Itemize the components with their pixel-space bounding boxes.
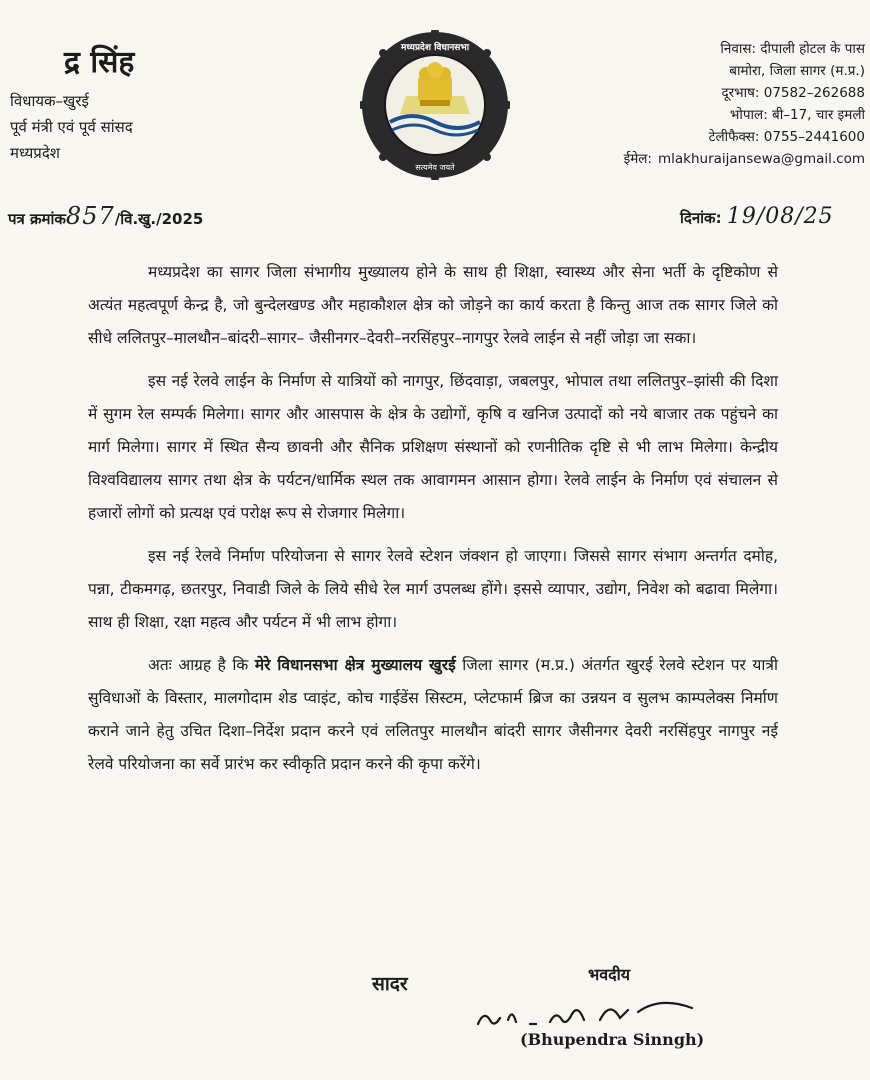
letterhead-name: द्र सिंह — [64, 45, 135, 80]
paragraph — [88, 649, 778, 781]
contact-line: निवास: दीपाली होटल के पास — [720, 41, 865, 57]
letterhead-designations — [10, 88, 133, 166]
assembly-seal-logo — [360, 30, 510, 180]
letter-reference — [8, 202, 203, 230]
designation-line: मध्यप्रदेश — [10, 144, 61, 162]
letter-date — [680, 204, 834, 229]
paragraph: मध्यप्रदेश का सागर जिला संभागीय मुख्यालय होने के साथ ही शिक्षा, स्वास्थ्य और सेना भर्ती के दृष्टिकोण से अत्यंत महत्वपूर्ण केन्द्र है, जो बुन्देलखण्ड और महाकौशल क्षेत्र को जोड़ने का कार्य करता है किन्तु आज तक सागर जिले को सीधे ललितपुर–मालथौन–बांदरी–सागर– जैसीनगर–देवरी–नरसिंहपुर–नागपुर रेलवे लाईन से नहीं जोड़ा जा सका। — [88, 263, 778, 347]
letter-ref-number: 857 — [65, 202, 115, 230]
date-value: 19/08/25 — [726, 204, 834, 229]
date-label: दिनांक: — [680, 209, 722, 227]
closing-bhavdiya: भवदीय — [588, 965, 631, 984]
contact-line: दूरभाष: 07582–262688 — [721, 85, 865, 101]
request-text: अतः आग्रह है कि — [148, 656, 255, 674]
signatory-name: (Bhupendra Sinngh) — [520, 1030, 705, 1049]
letterhead-contact — [600, 38, 865, 170]
letter-body — [88, 256, 778, 791]
request-text: जिला सागर (म.प्र.) अंतर्गत खुरई रेलवे स्टेशन पर यात्री सुविधाओं के विस्तार, मालगोदाम शेड प्वाइंट, कोच गाईडेंस सिस्टम, प्लेटफार्म ब्रिज का उन्नयन व सुलभ काम्पलेक्स निर्माण कराने जाने हेतु उचित दिशा–निर्देश प्रदान करने एवं ललितपुर मालथौन बांदरी सागर जैसीनगर देवरी नरसिंहपुर नागपुर नई रेलवे परियोजना का सर्वे प्रारंभ कर स्वीकृति प्रदान करने की कृपा करेंगे। — [88, 656, 778, 773]
svg-text:सत्यमेव जयते: सत्यमेव जयते — [415, 163, 455, 172]
paragraph: इस नई रेलवे निर्माण परियोजना से सागर रेलवे स्टेशन जंक्शन हो जाएगा। जिससे सागर संभाग अन्तर्गत दमोह, पन्ना, टीकमगढ़, छतरपुर, निवाडी जिले के लिये सीधे रेल मार्ग उपलब्ध होंगे। इससे व्यापार, उद्योग, निवेश को बढावा मिलेगा। साथ ही शिक्षा, रक्षा महत्व और पर्यटन में भी लाभ होगा। — [88, 547, 778, 631]
letter-ref-suffix: /वि.खु./2025 — [114, 210, 204, 228]
email-line — [600, 148, 865, 170]
email-label: ईमेल: — [623, 151, 652, 167]
request-emphasis: मेरे विधानसभा क्षेत्र मुख्यालय खुरई — [254, 656, 456, 674]
svg-text:मध्यप्रदेश विधानसभा: मध्यप्रदेश विधानसभा — [400, 43, 470, 53]
contact-line: बामोरा, जिला सागर (म.प्र.) — [729, 63, 865, 79]
designation-line: पूर्व मंत्री एवं पूर्व सांसद — [10, 118, 133, 136]
closing-sadar: सादर — [372, 973, 408, 995]
email-address: mlakhuraijansewa@gmail.com — [657, 151, 865, 167]
designation-line: विधायक–खुरई — [10, 92, 89, 110]
contact-line: टेलीफैक्स: 0755–2441600 — [708, 129, 865, 145]
contact-line: भोपाल: बी–17, चार इमली — [729, 107, 865, 123]
paragraph: इस नई रेलवे लाईन के निर्माण से यात्रियों को नागपुर, छिंदवाड़ा, जबलपुर, भोपाल तथा ललितपुर–झांसी की दिशा में सुगम रेल सम्पर्क मिलेगा। सागर और आसपास के क्षेत्र के उद्योगों, कृषि व खनिज उत्पादों को नये बाजार तक पहुंचने का मार्ग मिलेगा। सागर में स्थित सैन्य छावनी और सैनिक प्रशिक्षण संस्थानों को रणनीतिक दृष्टि से भी लाभ मिलेगा। केन्द्रीय विश्वविद्यालय सागर तथा क्षेत्र के पर्यटन/धार्मिक स्थल तक आवागमन आसान होगा। रेलवे लाईन के निर्माण एवं संचालन से हजारों लोगों को प्रत्यक्ष एवं परोक्ष रूप से रोजगार मिलेगा। — [88, 372, 778, 522]
letter-ref-label: पत्र क्रमांक — [8, 210, 66, 228]
